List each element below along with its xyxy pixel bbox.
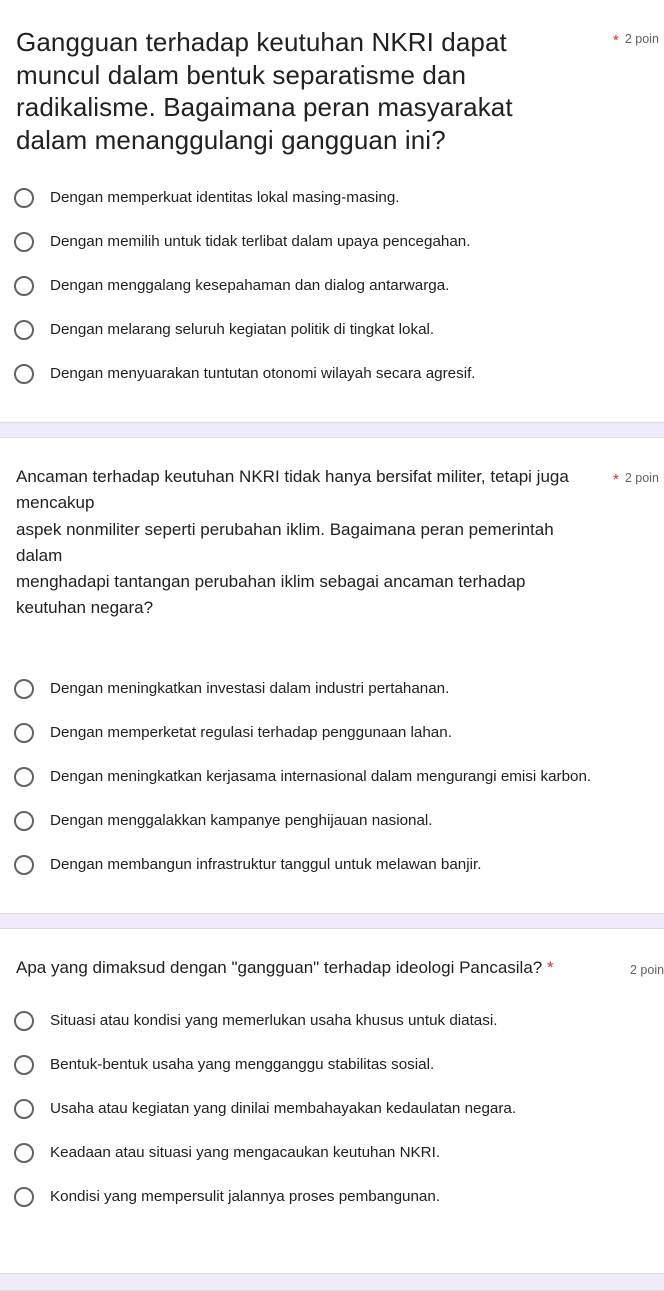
question-card-2 xyxy=(0,438,664,913)
radio-button[interactable] xyxy=(14,1187,34,1207)
radio-button[interactable] xyxy=(14,364,34,384)
option-label: Situasi atau kondisi yang memerlukan usaha khusus untuk diatasi. xyxy=(50,1012,498,1029)
points-label: 2 poin xyxy=(624,471,659,485)
question-1-option-5[interactable] xyxy=(14,361,476,387)
question-card-1 xyxy=(0,0,664,422)
question-3-option-4[interactable] xyxy=(14,1140,440,1166)
question-3-title-text: Apa yang dimaksud dengan "gangguan" terhadap ideologi Pancasila? xyxy=(16,958,543,977)
radio-button[interactable] xyxy=(14,1143,34,1163)
option-label: Keadaan atau situasi yang mengacaukan keutuhan NKRI. xyxy=(50,1144,441,1161)
question-1-points xyxy=(613,30,659,47)
option-label: Dengan melarang seluruh kegiatan politik di tingkat lokal. xyxy=(50,321,435,338)
option-label: Dengan memperkuat identitas lokal masing-masing. xyxy=(50,189,400,206)
question-1-option-1[interactable] xyxy=(14,185,399,211)
option-label: Dengan memilih untuk tidak terlibat dalam upaya pencegahan. xyxy=(50,233,471,250)
radio-button[interactable] xyxy=(14,811,34,831)
radio-button[interactable] xyxy=(14,855,34,875)
option-label: Dengan meningkatkan kerjasama internasional dalam mengurangi emisi karbon. xyxy=(50,768,592,785)
option-label: Dengan menggalakkan kampanye penghijauan nasional. xyxy=(50,812,433,829)
radio-button[interactable] xyxy=(14,1099,34,1119)
option-label: Kondisi yang mempersulit jalannya proses pembangunan. xyxy=(50,1188,441,1205)
radio-button[interactable] xyxy=(14,1055,34,1075)
question-2-option-5[interactable] xyxy=(14,852,481,878)
points-label: 2 poin xyxy=(624,32,659,46)
option-label: Bentuk-bentuk usaha yang mengganggu stabilitas sosial. xyxy=(50,1056,435,1073)
required-star: * xyxy=(613,471,619,488)
radio-button[interactable] xyxy=(14,767,34,787)
question-1-option-3[interactable] xyxy=(14,273,449,299)
title-line: menghadapi tantangan perubahan iklim sebagai ancaman terhadap xyxy=(16,572,526,592)
required-star: * xyxy=(546,958,554,977)
question-1-title: Gangguan terhadap keutuhan NKRI dapat muncul dalam bentuk separatisme dan radikalisme. Bagaimana peran masyarakat dalam menanggulangi gangguan ini? xyxy=(16,27,513,155)
title-line: mencakup xyxy=(16,493,95,513)
option-label: Dengan memperketat regulasi terhadap penggunaan lahan. xyxy=(50,724,452,741)
radio-button[interactable] xyxy=(14,276,34,296)
question-separator xyxy=(0,913,664,929)
question-1-option-4[interactable] xyxy=(14,317,434,343)
radio-button[interactable] xyxy=(14,723,34,743)
question-separator xyxy=(0,1273,664,1291)
question-3-title xyxy=(16,955,616,981)
option-label: Dengan meningkatkan investasi dalam industri pertahanan. xyxy=(50,680,450,697)
radio-button[interactable] xyxy=(14,232,34,252)
question-2-points xyxy=(613,469,659,486)
title-line: keutuhan negara? xyxy=(16,598,154,618)
question-2-title xyxy=(16,464,608,622)
title-line: Ancaman terhadap keutuhan NKRI tidak hanya bersifat militer, tetapi juga xyxy=(16,467,569,486)
question-card-3 xyxy=(0,929,664,1273)
title-line: dalam xyxy=(16,545,63,565)
question-3-points xyxy=(630,963,664,977)
option-label: Dengan menggalang kesepahaman dan dialog antarwarga. xyxy=(50,277,450,294)
question-2-option-4[interactable] xyxy=(14,808,433,834)
question-3-option-3[interactable] xyxy=(14,1096,516,1122)
radio-button[interactable] xyxy=(14,1011,34,1031)
question-2-option-2[interactable] xyxy=(14,720,452,746)
question-3-option-2[interactable] xyxy=(14,1052,434,1078)
option-label: Dengan menyuarakan tuntutan otonomi wilayah secara agresif. xyxy=(50,365,476,382)
title-line: aspek nonmiliter seperti perubahan iklim. Bagaimana peran pemerintah xyxy=(16,519,554,539)
radio-button[interactable] xyxy=(14,679,34,699)
question-1-option-2[interactable] xyxy=(14,229,470,255)
radio-button[interactable] xyxy=(14,188,34,208)
question-2-option-1[interactable] xyxy=(14,676,449,702)
option-label: Usaha atau kegiatan yang dinilai membahayakan kedaulatan negara. xyxy=(50,1100,517,1117)
question-2-option-3[interactable] xyxy=(14,764,591,790)
required-star: * xyxy=(613,32,619,49)
radio-button[interactable] xyxy=(14,320,34,340)
option-label: Dengan membangun infrastruktur tanggul untuk melawan banjir. xyxy=(50,856,482,873)
points-label: 2 poin xyxy=(630,963,664,977)
question-3-option-5[interactable] xyxy=(14,1184,440,1210)
question-3-option-1[interactable] xyxy=(14,1008,497,1034)
question-separator xyxy=(0,422,664,438)
